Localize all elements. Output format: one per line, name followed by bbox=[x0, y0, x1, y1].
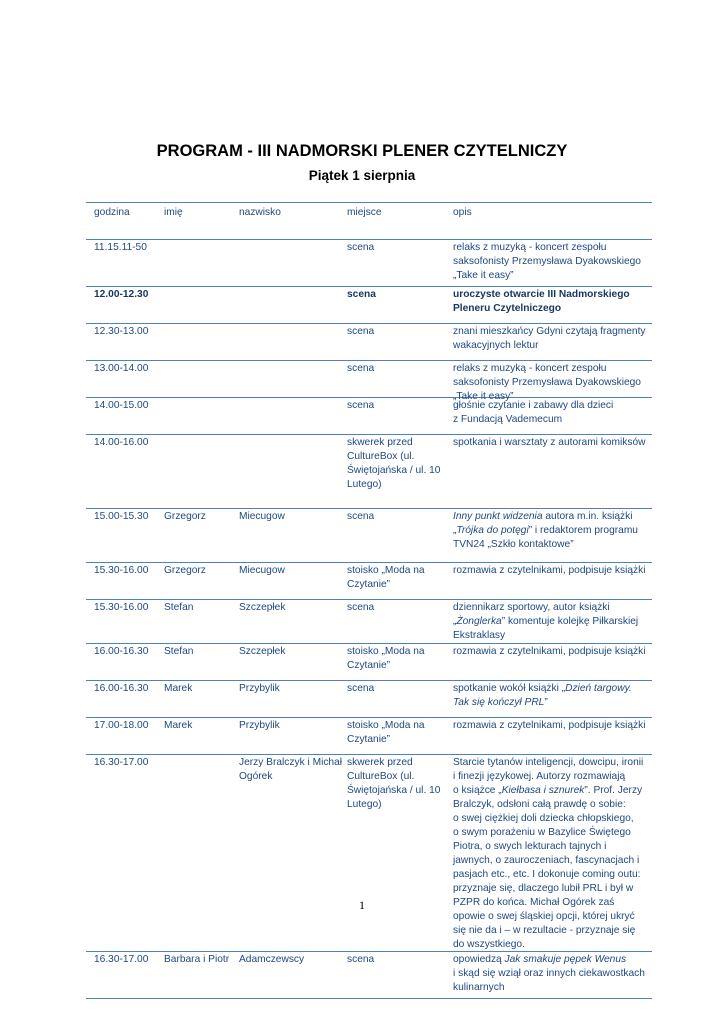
cell-godzina: 12.00-12.30 bbox=[94, 289, 149, 300]
opis-text: o swym porażeniu w Bazylice Świętego bbox=[453, 827, 631, 838]
opis-line: saksofonisty Przemysława Dyakowskiego bbox=[453, 377, 641, 388]
cell-imie: Marek bbox=[164, 683, 193, 694]
opis-line: saksofonisty Przemysława Dyakowskiego bbox=[453, 256, 641, 267]
cell-godzina: 14.00-16.00 bbox=[94, 437, 149, 448]
cell-godzina: 16.00-16.30 bbox=[94, 683, 149, 694]
opis-line: uroczyste otwarcie III Nadmorskiego bbox=[453, 289, 630, 300]
opis-text: i skąd się wziął oraz innych ciekawostkach bbox=[453, 968, 645, 979]
opis-text: Piotra, o swych lekturach tajnych i bbox=[453, 841, 607, 852]
table-row bbox=[86, 952, 652, 999]
opis-italic-text: Inny punkt widzenia bbox=[453, 511, 543, 522]
document-title: PROGRAM - III NADMORSKI PLENER CZYTELNICZY bbox=[156, 142, 568, 160]
opis-line: z Fundacją Vademecum bbox=[453, 414, 563, 425]
cell-imie: Grzegorz bbox=[164, 511, 206, 522]
cell-miejsce: skwerek przed CultureBox (ul. Świętojańska / ul. 10 Lutego) bbox=[347, 437, 441, 490]
cell-nazwisko: Szczepłek bbox=[239, 602, 286, 613]
cell-opis bbox=[453, 719, 653, 733]
opis-text: do wszystkiego. bbox=[453, 939, 525, 950]
opis-text: o książce „ bbox=[453, 785, 502, 796]
opis-text: PZPR do końca. Michał Ogórek zaś bbox=[453, 897, 615, 908]
cell-godzina: 15.30-16.00 bbox=[94, 565, 149, 576]
opis-line: relaks z muzyką - koncert zespołu bbox=[453, 242, 607, 253]
cell-opis bbox=[453, 601, 653, 643]
opis-text: „ bbox=[453, 525, 457, 536]
table-row bbox=[86, 324, 652, 361]
table-header-row bbox=[86, 203, 652, 240]
cell-opis bbox=[453, 953, 653, 995]
opis-text: o swej ciężkiej doli dziecka chłopskiego, bbox=[453, 813, 634, 824]
opis-italic-text: Jak smakuje pępek Wenus bbox=[504, 954, 627, 965]
cell-miejsce: scena bbox=[347, 326, 375, 337]
cell-godzina: 15.30-16.00 bbox=[94, 602, 149, 613]
cell-godzina: 13.00-14.00 bbox=[94, 363, 149, 374]
opis-text: Starcie tytanów inteligencji, dowcipu, ironii bbox=[453, 757, 644, 768]
cell-miejsce: scena bbox=[347, 289, 376, 300]
cell-opis bbox=[453, 645, 653, 659]
header-godzina: godzina bbox=[94, 207, 130, 218]
cell-opis bbox=[453, 756, 653, 952]
table-row bbox=[86, 681, 652, 718]
cell-imie: Marek bbox=[164, 720, 193, 731]
opis-text: się nie da i – w rezultacie - przyznaje się bbox=[453, 925, 636, 936]
opis-text: przyznaje się, dlaczego lubił PRL i był w bbox=[453, 883, 634, 894]
opis-text: opowie o swej śląskiej opcji, której ukryć bbox=[453, 911, 635, 922]
cell-miejsce: stoisko „Moda na Czytanie” bbox=[347, 565, 425, 590]
document-subtitle: Piątek 1 sierpnia bbox=[308, 168, 416, 183]
opis-line: Pleneru Czytelniczego bbox=[453, 303, 562, 314]
cell-godzina: 17.00-18.00 bbox=[94, 720, 149, 731]
table-row bbox=[86, 718, 652, 755]
cell-miejsce: stoisko „Moda na Czytanie” bbox=[347, 720, 425, 745]
opis-line: rozmawia z czytelnikami, podpisuje książki bbox=[453, 646, 646, 657]
cell-opis bbox=[453, 399, 653, 427]
cell-nazwisko: Przybylik bbox=[239, 720, 280, 731]
cell-opis bbox=[453, 288, 653, 316]
cell-miejsce: scena bbox=[347, 602, 375, 613]
opis-italic-text: Kiełbasa i sznurek bbox=[501, 785, 585, 796]
opis-text: Ekstraklasy bbox=[453, 630, 506, 641]
opis-line: wakacyjnych lektur bbox=[453, 340, 539, 351]
cell-opis bbox=[453, 510, 653, 552]
opis-italic-text: Trójka do potęgi bbox=[456, 525, 529, 536]
opis-line: głośnie czytanie i zabawy dla dzieci bbox=[453, 400, 614, 411]
opis-line: spotkania i warsztaty z autorami komiksów bbox=[453, 437, 646, 448]
opis-text: Bralczyk, odsłoni całą prawdę o sobie: bbox=[453, 799, 626, 810]
table-row bbox=[86, 398, 652, 435]
cell-godzina: 15.00-15.30 bbox=[94, 511, 149, 522]
table-row bbox=[86, 240, 652, 287]
opis-italic-text: Tak się kończył PRL bbox=[453, 697, 545, 708]
opis-text: ” komentuje kolejkę Piłkarskiej bbox=[501, 616, 639, 627]
opis-text: jawnych, o zauroczeniach, fascynacjach i bbox=[453, 855, 640, 866]
header-imie: imię bbox=[164, 207, 183, 218]
cell-miejsce: scena bbox=[347, 954, 375, 965]
opis-text: autora m.in. książki bbox=[542, 511, 633, 522]
program-table bbox=[86, 202, 652, 999]
opis-line: „Take it easy” bbox=[453, 270, 514, 281]
cell-imie: Stefan bbox=[164, 602, 194, 613]
cell-miejsce: scena bbox=[347, 242, 375, 253]
cell-godzina: 16.00-16.30 bbox=[94, 646, 149, 657]
table-row bbox=[86, 600, 652, 644]
cell-nazwisko: Przybylik bbox=[239, 683, 280, 694]
cell-godzina: 12.30-13.00 bbox=[94, 326, 149, 337]
opis-text: dziennikarz sportowy, autor książki bbox=[453, 602, 610, 613]
opis-line: znani mieszkańcy Gdyni czytają fragmenty bbox=[453, 326, 646, 337]
opis-italic-text: Żonglerka bbox=[456, 616, 502, 627]
opis-text: pasjach etc., etc. I dokonuje coming outu: bbox=[453, 869, 641, 880]
cell-nazwisko: Szczepłek bbox=[239, 646, 286, 657]
opis-line: „Take it easy” bbox=[453, 391, 514, 402]
cell-opis bbox=[453, 436, 653, 450]
opis-text: „ bbox=[453, 616, 457, 627]
cell-miejsce: scena bbox=[347, 363, 375, 374]
cell-godzina: 14.00-15.00 bbox=[94, 400, 149, 411]
table-row bbox=[86, 361, 652, 402]
table-row bbox=[86, 435, 652, 509]
table-row bbox=[86, 509, 652, 563]
opis-text: opowiedzą bbox=[453, 954, 505, 965]
table-row bbox=[86, 755, 652, 952]
opis-text: spotkanie wokół książki „ bbox=[453, 683, 566, 694]
cell-imie: Barbara i Piotr bbox=[164, 954, 230, 965]
cell-nazwisko: Adamczewscy bbox=[239, 954, 305, 965]
page-number: 1 bbox=[359, 898, 365, 912]
opis-text: i finezji językowej. Autorzy rozmawiają bbox=[453, 771, 626, 782]
cell-nazwisko: Miecugow bbox=[239, 565, 285, 576]
cell-opis bbox=[453, 682, 653, 710]
cell-opis bbox=[453, 325, 653, 353]
cell-godzina: 11.15.11-50 bbox=[94, 242, 147, 253]
opis-text: TVN24 „Szkło kontaktowe” bbox=[453, 539, 574, 550]
table-row bbox=[86, 563, 652, 600]
cell-godzina: 16.30-17.00 bbox=[94, 954, 149, 965]
opis-italic-text: Dzień targowy. bbox=[565, 683, 632, 694]
opis-text: ” bbox=[544, 697, 548, 708]
cell-miejsce: scena bbox=[347, 683, 375, 694]
cell-miejsce: scena bbox=[347, 400, 375, 411]
cell-opis bbox=[453, 241, 653, 283]
header-opis: opis bbox=[453, 207, 472, 218]
cell-imie: Stefan bbox=[164, 646, 194, 657]
cell-miejsce: scena bbox=[347, 511, 375, 522]
opis-line: rozmawia z czytelnikami, podpisuje książki bbox=[453, 565, 646, 576]
opis-text: kulinarnych bbox=[453, 982, 505, 993]
opis-text: ”. Prof. Jerzy bbox=[584, 785, 643, 796]
cell-nazwisko: Jerzy Bralczyk i Michał Ogórek bbox=[239, 757, 343, 782]
cell-nazwisko: Miecugow bbox=[239, 511, 285, 522]
table-body bbox=[86, 240, 652, 999]
cell-opis bbox=[453, 564, 653, 578]
cell-miejsce: stoisko „Moda na Czytanie” bbox=[347, 646, 425, 671]
table-row bbox=[86, 287, 652, 324]
opis-text: ” i redaktorem programu bbox=[528, 525, 638, 536]
cell-godzina: 16.30-17.00 bbox=[94, 757, 149, 768]
header-miejsce: miejsce bbox=[347, 207, 382, 218]
cell-imie: Grzegorz bbox=[164, 565, 206, 576]
cell-miejsce: skwerek przed CultureBox (ul. Świętojańska / ul. 10 Lutego) bbox=[347, 757, 441, 810]
opis-line: rozmawia z czytelnikami, podpisuje książki bbox=[453, 720, 646, 731]
opis-line: relaks z muzyką - koncert zespołu bbox=[453, 363, 607, 374]
table-row bbox=[86, 644, 652, 681]
header-nazwisko: nazwisko bbox=[239, 207, 281, 218]
